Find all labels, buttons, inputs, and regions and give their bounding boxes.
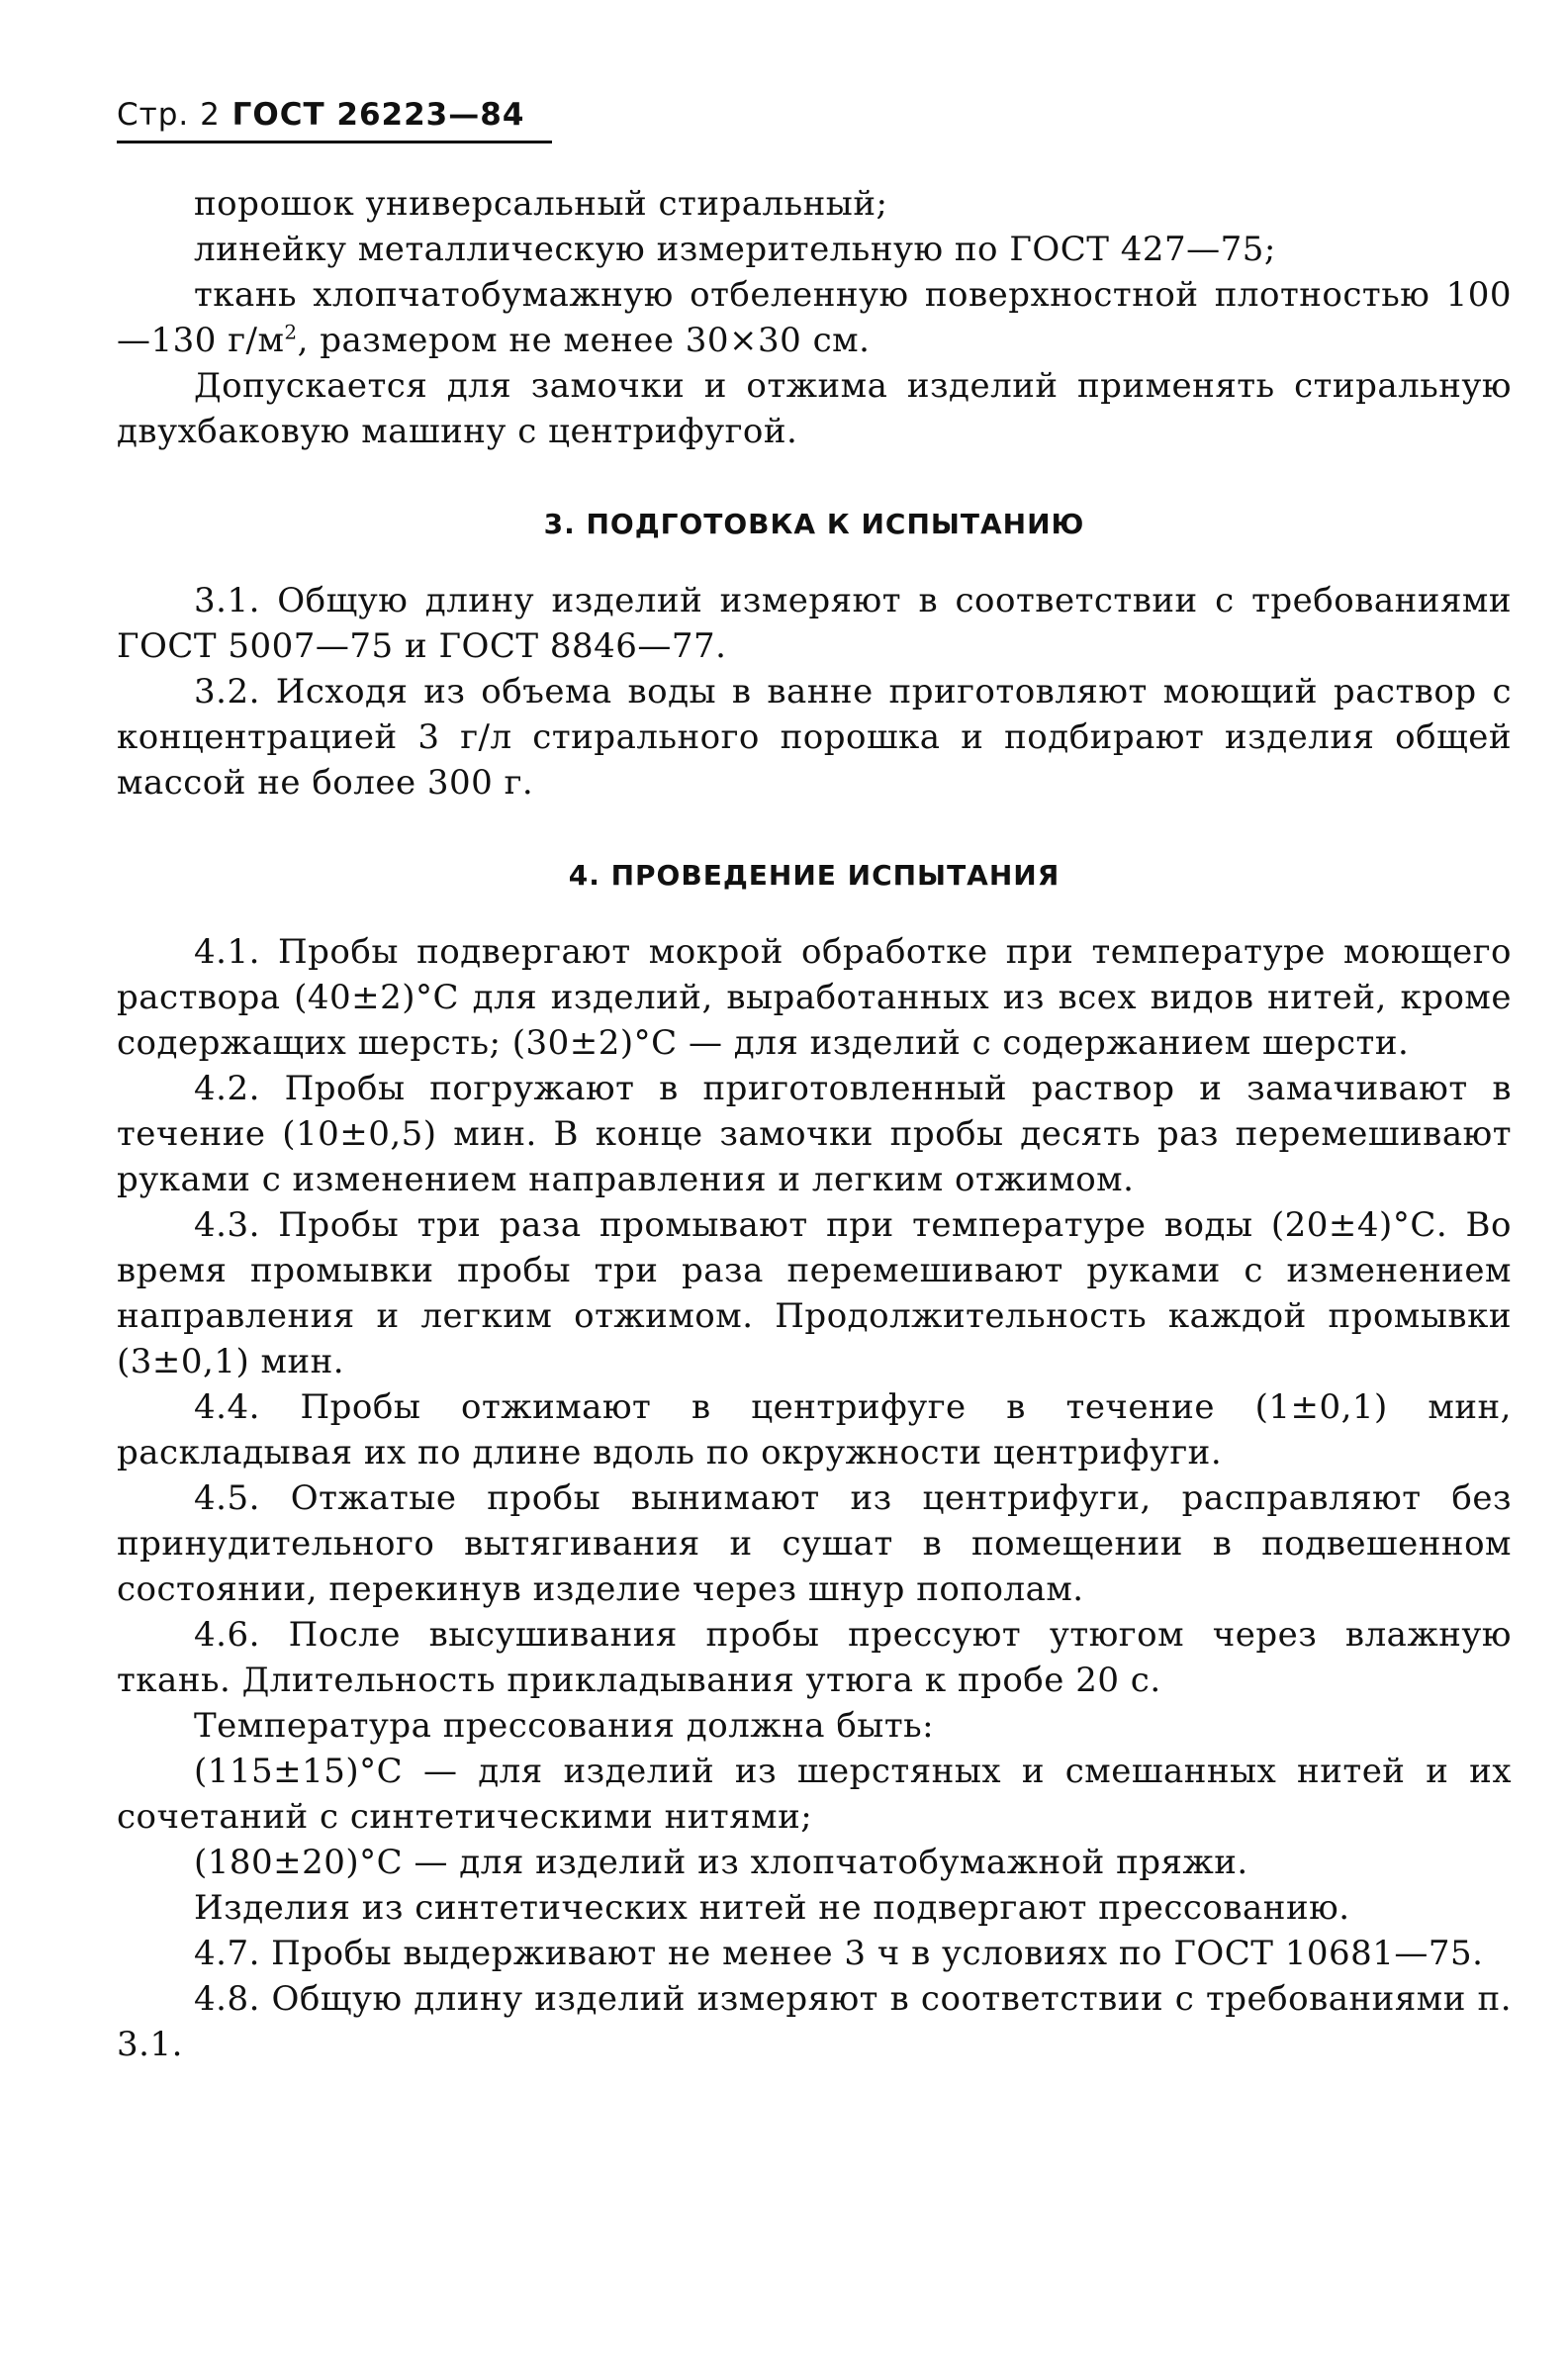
fabric-tail: , размером не менее 30×30 см. — [297, 321, 871, 360]
clause-3-2: 3.2. Исходя из объема воды в ванне приготовляют моющий раствор с концентрацией 3 г/л стирального порошка и подбирают изделия общей массой не более 300 г. — [117, 672, 1512, 803]
pressing-temperature-cotton: (180±20)°С — для изделий из хлопчатобумажной пряжи. — [194, 1843, 1248, 1882]
list-item — [117, 272, 1512, 363]
clause-4-4: 4.4. Пробы отжимают в центрифуге в течение (1±0,1) мин, раскладывая их по длине вдоль по окружности центрифуги. — [117, 1387, 1512, 1472]
clause-4-5: 4.5. Отжатые пробы вынимают из центрифуги, расправляют без принудительного вытягивания и сушат в помещении в подвешенном состоянии, перекинув изделие через шнур пополам. — [117, 1478, 1512, 1609]
section-4-heading: 4. ПРОВЕДЕНИЕ ИСПЫТАНИЯ — [568, 859, 1061, 892]
clause-4-2: 4.2. Пробы погружают в приготовленный раствор и замачивают в течение (10±0,5) мин. В конце замочки пробы десять раз перемешивают руками с изменением направления и легким отжимом. — [117, 1069, 1512, 1199]
clause-4-7: 4.7. Пробы выдерживают не менее 3 ч в условиях по ГОСТ 10681—75. — [194, 1934, 1484, 1973]
standard-code: ГОСТ 26223—84 — [231, 97, 525, 133]
pressing-temperature-intro: Температура прессования должна быть: — [194, 1706, 935, 1746]
superscript: 2 — [284, 320, 298, 344]
clause-4-6: 4.6. После высушивания пробы прессуют утюгом через влажную ткань. Длительность прикладывания утюга к пробе 20 с. — [117, 1615, 1512, 1700]
page-number-label: Стр. 2 — [117, 97, 221, 133]
page-header — [117, 97, 552, 143]
fabric-text: ткань хлопчатобумажную отбеленную поверхностной плотностью 100—130 г/м — [117, 275, 1512, 360]
pressing-temperature-wool: (115±15)°С — для изделий из шерстяных и смешанных нитей и их сочетаний с синтетическими нитями; — [117, 1752, 1512, 1837]
synthetic-note: Изделия из синтетических нитей не подвергают прессованию. — [194, 1888, 1350, 1928]
clause-4-8: 4.8. Общую длину изделий измеряют в соответствии с требованиями п. 3.1. — [117, 1979, 1512, 2064]
clause-3-1: 3.1. Общую длину изделий измеряют в соответствии с требованиями ГОСТ 5007—75 и ГОСТ 8846—77. — [117, 581, 1512, 666]
section-3-heading: 3. ПОДГОТОВКА К ИСПЫТАНИЮ — [543, 508, 1085, 540]
document-page — [117, 97, 1512, 2067]
clause-4-3: 4.3. Пробы три раза промывают при температуре воды (20±4)°С. Во время промывки пробы три раза перемешивают руками с изменением направления и легким отжимом. Продолжительность каждой промывки (3±0,1) мин. — [117, 1205, 1512, 1381]
paragraph: Допускается для замочки и отжима изделий применять стиральную двухбаковую машину с центрифугой. — [117, 366, 1512, 451]
list-item: линейку металлическую измерительную по ГОСТ 427—75; — [194, 230, 1276, 269]
clause-4-1: 4.1. Пробы подвергают мокрой обработке при температуре моющего раствора (40±2)°С для изделий, выработанных из всех видов нитей, кроме содержащих шерсть; (30±2)°С — для изделий с содержанием шерсти. — [117, 932, 1512, 1063]
list-item: порошок универсальный стиральный; — [194, 184, 888, 224]
